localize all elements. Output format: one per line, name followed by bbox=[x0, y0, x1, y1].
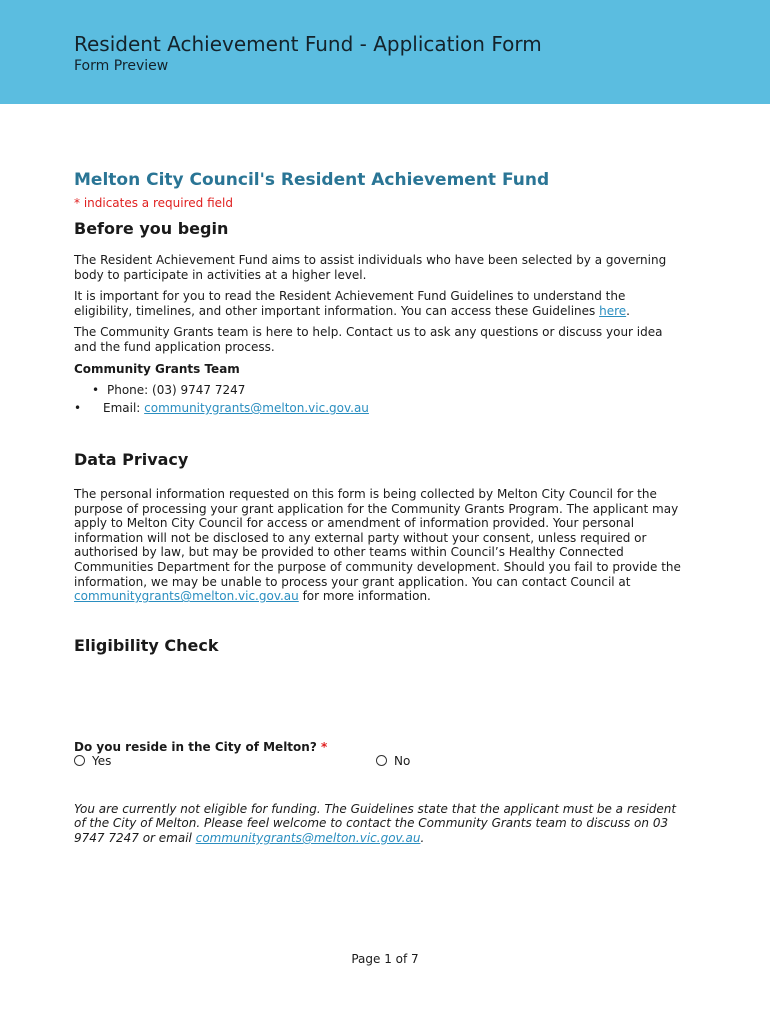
intro-paragraph: The Resident Achievement Fund aims to assist individuals who have been selected by a governing body to participate in activities at a higher level. bbox=[74, 253, 667, 282]
eligibility-notice: You are currently not eligible for funding. The Guidelines state that the applicant must be a resident of the City of Melton. Please feel welcome to contact the Community Grants team to discuss on 03 9747 7247 or email communitygrants@melton.vic.gov.au. bbox=[74, 801, 677, 845]
privacy-email-link[interactable]: communitygrants@melton.vic.gov.au bbox=[74, 589, 299, 604]
privacy-paragraph: The personal information requested on this form is being collected by Melton City Council for the purpose of processing your grant application for the Community Grants Program. The applicant may apply to Melton City Council for access or amendment of information provided. Your personal information will not be disclosed to any external party without your consent, unless required or authorised by law, but may be provided to other teams within Council’s Healthy Connected Communities Department for the purpose of community development. Should you fail to provide the information, we may be unable to process your grant application. You can contact Council at communitygrants@melton.vic.gov.au for more information. bbox=[74, 487, 681, 604]
phone-text: Phone: (03) 9747 7247 bbox=[107, 383, 246, 397]
radio-yes[interactable]: Yes bbox=[74, 754, 111, 768]
list-item: • Phone: (03) 9747 7247 bbox=[92, 383, 246, 397]
form-subtitle: Form Preview bbox=[74, 58, 169, 74]
residence-options bbox=[74, 754, 684, 772]
help-paragraph: The Community Grants team is here to help. Contact us to ask any questions or discuss your idea and the fund application process. bbox=[74, 325, 663, 354]
section-heading-privacy: Data Privacy bbox=[74, 450, 189, 469]
residence-question: Do you reside in the City of Melton? * bbox=[74, 739, 328, 754]
section-heading-eligibility: Eligibility Check bbox=[74, 635, 219, 655]
guidelines-paragraph: It is important for you to read the Resident Achievement Fund Guidelines to understand the eligibility, timelines, and other important information. You can access these Guidelines here. bbox=[74, 289, 630, 318]
guidelines-link[interactable]: here bbox=[599, 304, 627, 318]
required-note: * indicates a required field bbox=[74, 196, 233, 210]
team-heading: Community Grants Team bbox=[74, 362, 240, 376]
notice-email-link[interactable]: communitygrants@melton.vic.gov.au bbox=[195, 830, 421, 845]
radio-circle-icon[interactable] bbox=[74, 755, 85, 766]
radio-no[interactable]: No bbox=[376, 754, 410, 768]
email-link[interactable]: communitygrants@melton.vic.gov.au bbox=[144, 401, 369, 415]
page-header bbox=[0, 0, 770, 104]
section-heading-before: Before you begin bbox=[74, 219, 229, 238]
form-content bbox=[74, 170, 684, 846]
radio-circle-icon[interactable] bbox=[376, 755, 387, 766]
list-item: • Email: communitygrants@melton.vic.gov.au bbox=[74, 401, 369, 415]
page-number: Page 1 of 7 bbox=[351, 952, 419, 966]
form-title: Resident Achievement Fund - Application Form bbox=[74, 32, 542, 56]
required-star: * bbox=[320, 739, 328, 754]
form-heading: Melton City Council's Resident Achievement Fund bbox=[74, 170, 550, 190]
contact-list bbox=[74, 381, 684, 417]
